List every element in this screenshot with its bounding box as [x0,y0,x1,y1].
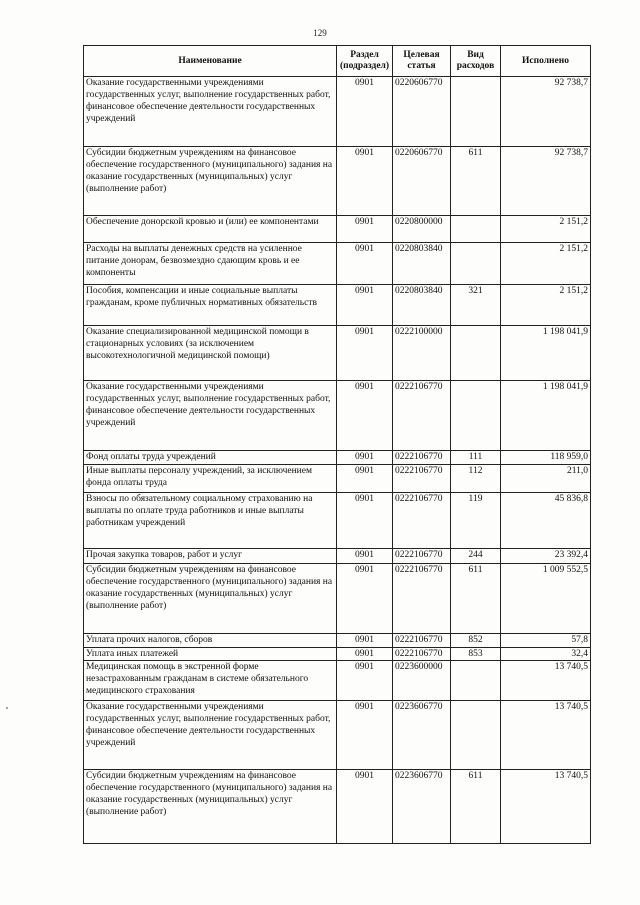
table-row [84,564,591,634]
cell-section: 0901 [337,77,393,147]
cell-article: 0222106770 [393,634,451,648]
cell-type: 611 [451,770,501,844]
cell-section: 0901 [337,243,393,285]
cell-section: 0901 [337,381,393,451]
cell-amount: 32,4 [501,648,591,661]
cell-name: Субсидии бюджетным учреждениям на финансовое обеспечение государственного (муниципального) задания на оказание государственных (муниципальных) услуг (выполнение работ) [84,770,337,844]
cell-article: 0222106770 [393,465,451,493]
header-amount: Исполнено [501,46,591,77]
cell-amount: 13 740,5 [501,770,591,844]
table-row [84,326,591,381]
table-row [84,285,591,326]
cell-type [451,661,501,701]
cell-amount: 2 151,2 [501,285,591,326]
cell-name: Субсидии бюджетным учреждениям на финансовое обеспечение государственного (муниципального) задания на оказание государственных (муниципальных) услуг (выполнение работ) [84,147,337,216]
cell-article: 0222106770 [393,648,451,661]
cell-article: 0223600000 [393,661,451,701]
cell-article: 0220606770 [393,147,451,216]
cell-article: 0222106770 [393,549,451,564]
cell-section: 0901 [337,634,393,648]
cell-amount: 211,0 [501,465,591,493]
cell-amount: 1 198 041,9 [501,326,591,381]
page-number: 129 [313,28,327,38]
cell-name: Уплата иных платежей [84,648,337,661]
cell-section: 0901 [337,285,393,326]
cell-section: 0901 [337,493,393,549]
table-row [84,77,591,147]
table-row [84,549,591,564]
cell-type: 244 [451,549,501,564]
budget-execution-table [83,45,591,844]
cell-article: 0222106770 [393,493,451,549]
cell-amount: 23 392,4 [501,549,591,564]
cell-amount: 1 009 552,5 [501,564,591,634]
cell-article: 0223606770 [393,701,451,770]
table-row [84,147,591,216]
table-row [84,381,591,451]
cell-article: 0220800000 [393,216,451,243]
table-row [84,465,591,493]
cell-name: Пособия, компенсации и иные социальные выплаты гражданам, кроме публичных нормативных обязательств [84,285,337,326]
cell-amount: 2 151,2 [501,216,591,243]
table-row [84,216,591,243]
cell-type [451,216,501,243]
cell-amount: 92 738,7 [501,77,591,147]
cell-type [451,243,501,285]
cell-section: 0901 [337,701,393,770]
cell-type [451,77,501,147]
table-row [84,770,591,844]
cell-name: Взносы по обязательному социальному страхованию на выплаты по оплате труда работников и иные выплаты работникам учреждений [84,493,337,549]
table-row [84,451,591,465]
cell-article: 0222100000 [393,326,451,381]
cell-type: 611 [451,147,501,216]
table-row [84,243,591,285]
cell-amount: 45 836,8 [501,493,591,549]
table-row [84,648,591,661]
cell-article: 0222106770 [393,451,451,465]
cell-name: Иные выплаты персоналу учреждений, за исключением фонда оплаты труда [84,465,337,493]
cell-name: Прочая закупка товаров, работ и услуг [84,549,337,564]
cell-name: Медицинская помощь в экстренной форме незастрахованным гражданам в системе обязательного медицинского страхования [84,661,337,701]
cell-amount: 57,8 [501,634,591,648]
cell-section: 0901 [337,451,393,465]
cell-amount: 13 740,5 [501,661,591,701]
cell-article: 0220606770 [393,77,451,147]
cell-type: 852 [451,634,501,648]
scan-speck [6,707,8,709]
cell-article: 0220803840 [393,243,451,285]
cell-type [451,381,501,451]
cell-name: Оказание государственными учреждениями государственных услуг, выполнение государственных работ, финансовое обеспечение деятельности государственных учреждений [84,381,337,451]
header-article: Целевая статья [393,46,451,77]
cell-section: 0901 [337,648,393,661]
cell-type: 611 [451,564,501,634]
header-section: Раздел (подраздел) [337,46,393,77]
table-row [84,634,591,648]
cell-name: Оказание государственными учреждениями государственных услуг, выполнение государственных работ, финансовое обеспечение деятельности государственных учреждений [84,77,337,147]
cell-amount: 118 959,0 [501,451,591,465]
table-row [84,701,591,770]
cell-type: 112 [451,465,501,493]
cell-name: Оказание специализированной медицинской помощи в стационарных условиях (за исключением высокотехнологичной медицинской помощи) [84,326,337,381]
cell-amount: 2 151,2 [501,243,591,285]
cell-type [451,701,501,770]
table-row [84,493,591,549]
cell-section: 0901 [337,549,393,564]
cell-section: 0901 [337,661,393,701]
cell-section: 0901 [337,216,393,243]
table-row [84,661,591,701]
header-name: Наименование [84,46,337,77]
cell-section: 0901 [337,147,393,216]
table-header-row [84,46,591,77]
cell-name: Расходы на выплаты денежных средств на усиленное питание донорам, безвозмездно сдающим кровь и ее компоненты [84,243,337,285]
cell-section: 0901 [337,770,393,844]
cell-type: 111 [451,451,501,465]
cell-name: Обеспечение донорской кровью и (или) ее компонентами [84,216,337,243]
cell-article: 0222106770 [393,564,451,634]
cell-section: 0901 [337,465,393,493]
cell-name: Фонд оплаты труда учреждений [84,451,337,465]
header-type: Вид расходов [451,46,501,77]
cell-article: 0220803840 [393,285,451,326]
cell-type: 853 [451,648,501,661]
cell-type: 119 [451,493,501,549]
cell-name: Субсидии бюджетным учреждениям на финансовое обеспечение государственного (муниципального) задания на оказание государственных (муниципальных) услуг (выполнение работ) [84,564,337,634]
cell-section: 0901 [337,564,393,634]
cell-article: 0223606770 [393,770,451,844]
cell-amount: 1 198 041,9 [501,381,591,451]
cell-article: 0222106770 [393,381,451,451]
cell-amount: 13 740,5 [501,701,591,770]
cell-section: 0901 [337,326,393,381]
cell-amount: 92 738,7 [501,147,591,216]
cell-type: 321 [451,285,501,326]
cell-type [451,326,501,381]
cell-name: Уплата прочих налогов, сборов [84,634,337,648]
cell-name: Оказание государственными учреждениями государственных услуг, выполнение государственных работ, финансовое обеспечение деятельности государственных учреждений [84,701,337,770]
